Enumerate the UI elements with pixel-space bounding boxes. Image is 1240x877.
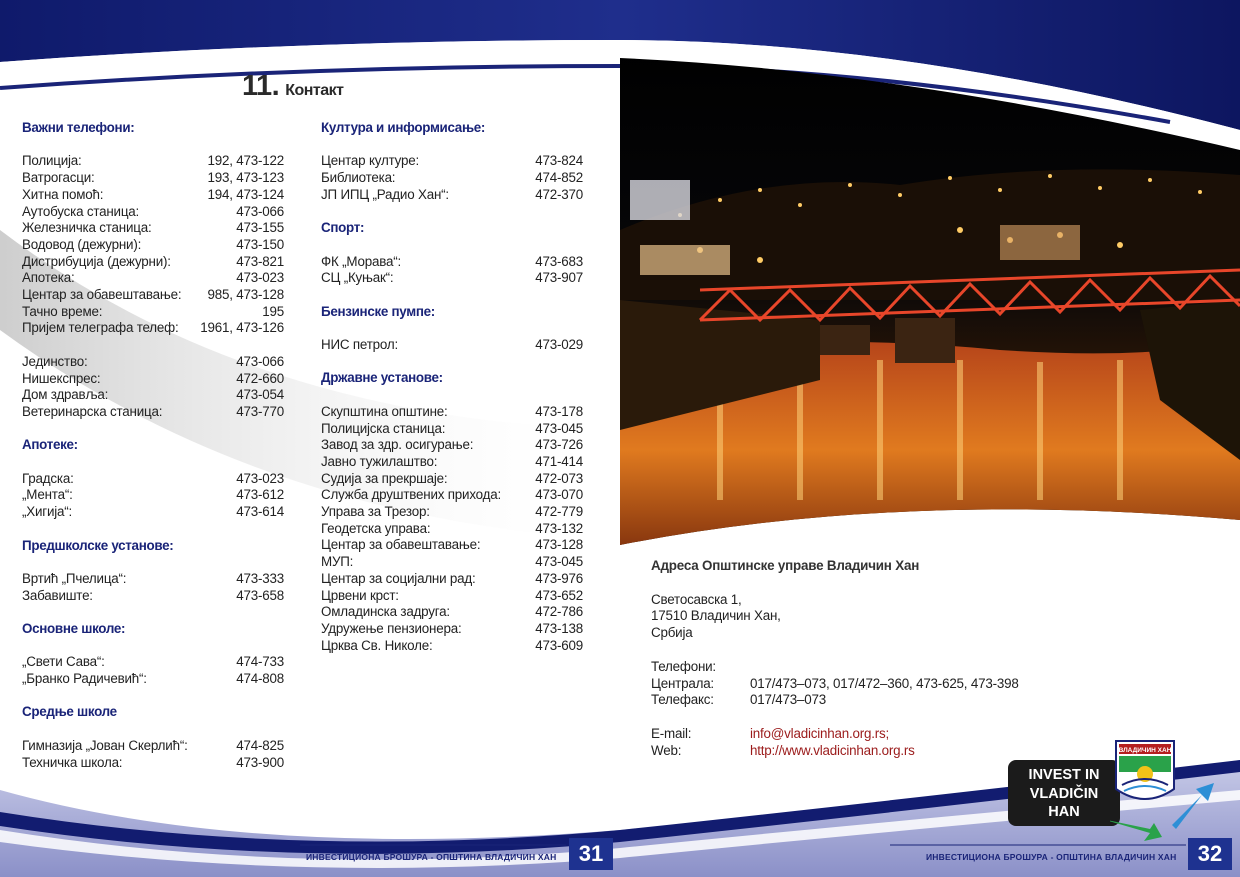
contact-phone: 473-054 [236,387,284,403]
contact-row [22,304,284,321]
contact-name: „Бранко Радичевић“: [22,671,147,687]
heading-spacer [22,554,284,571]
contact-phone: 473-132 [535,520,583,536]
contacts-right-column [321,120,583,654]
address-heading: Адреса Општинске управе Владичин Хан [651,558,920,573]
contact-row [22,738,284,755]
contact-phone: 473-023 [236,470,284,486]
address-block [651,558,1071,759]
contact-name: СЦ „Куњак“: [321,270,394,286]
contact-phone: 473-612 [236,487,284,503]
contact-row [22,571,284,588]
invest-line-1: INVEST IN [1028,767,1100,783]
contact-name: Црвени крст: [321,587,399,603]
heading-spacer [22,638,284,655]
contact-row [22,487,284,504]
contact-row [321,588,583,605]
section-spacer [22,421,284,438]
contact-name: Водовод (дежурни): [22,236,142,252]
section-heading: Предшколске установе: [22,537,174,553]
contact-name: Полицијска станица: [321,420,446,436]
invest-line-3: HAN [1048,804,1080,821]
contact-name: Гимназија „Јован Скерлић“: [22,737,188,753]
municipality-emblem [1110,733,1220,843]
contact-phone: 473-770 [236,403,284,419]
contact-phone: 472-786 [535,604,583,620]
contact-name: Омладинска задруга: [321,604,450,620]
email-link[interactable]: info@vladicinhan.org.rs; [750,725,890,741]
contact-name: Удружење пензионера: [321,620,462,636]
contact-row [22,270,284,287]
contact-name: Јединство: [22,353,88,369]
invest-logo-box [1008,760,1120,826]
contact-phone: 473-066 [236,203,284,219]
contact-row [321,504,583,521]
section-heading: Државне установе: [321,370,443,386]
section-number: 11. [242,70,280,102]
emblem-text: ВЛАДИЧИН ХАН [1118,747,1172,754]
blue-arrow [1172,783,1214,829]
contact-row [321,454,583,471]
heading-spacer [321,387,583,404]
contact-name: Вртић „Пчелица“: [22,570,127,586]
contact-phone: 473-023 [236,270,284,286]
contact-phone: 474-733 [236,654,284,670]
contact-row [22,237,284,254]
contact-name: ФК „Морава“: [321,253,401,269]
fax-label: Телефакс: [651,692,714,708]
fax-value: 017/473–073 [750,692,826,708]
contact-phone: 1961, 473-126 [200,320,284,336]
address-line-3: Србија [651,625,693,641]
contact-phone: 471-414 [535,453,583,469]
contact-phone: 473-333 [236,570,284,586]
heading-spacer [321,320,583,337]
contact-phone: 473-029 [535,337,583,353]
heading-spacer [321,237,583,254]
contact-phone: 473-683 [535,253,583,269]
contact-row [321,153,583,170]
contact-name: Управа за Трезор: [321,504,430,520]
section-heading: Основне школе: [22,620,126,636]
contact-name: Служба друштвених прихода: [321,487,502,503]
contact-row [22,254,284,271]
contact-row [321,270,583,287]
contact-row [22,471,284,488]
contact-name: Ветеринарска станица: [22,403,163,419]
contact-row [22,153,284,170]
contact-phone: 473-824 [535,153,583,169]
contact-name: Јавно тужилаштво: [321,453,438,469]
contact-phone: 473-128 [535,537,583,553]
contact-row [321,571,583,588]
contact-name: Тачно време: [22,303,103,319]
contact-row [321,187,583,204]
contact-phone: 985, 473-128 [207,287,284,303]
contact-row [22,671,284,688]
contact-name: Центар културе: [321,153,420,169]
heading-spacer [321,137,583,154]
contact-phone: 473-045 [535,420,583,436]
fax-row [651,692,1071,709]
contact-row [22,320,284,337]
invest-line-2: VLADIČIN [1029,785,1099,802]
contact-phone: 473-155 [236,220,284,236]
contact-phone: 473-652 [535,587,583,603]
contact-phone: 192, 473-122 [207,153,284,169]
page-number-left: 31 [569,838,613,870]
contact-row [321,254,583,271]
contact-row [22,220,284,237]
web-link[interactable]: http://www.vladicinhan.org.rs [750,742,915,758]
contact-row [321,421,583,438]
contact-row [22,354,284,371]
contact-phone: 473-900 [236,754,284,770]
contact-name: Центар за обавештавање: [22,287,182,303]
contact-row [321,521,583,538]
contact-row [22,755,284,772]
contact-row [321,404,583,421]
contact-phone: 474-852 [535,170,583,186]
contact-phone: 473-070 [535,487,583,503]
contact-phone: 195 [262,303,284,319]
contact-name: Судија за прекршаје: [321,470,448,486]
contact-phone: 473-178 [535,403,583,419]
contact-phone: 473-658 [236,587,284,603]
contact-name: Пријем телеграфа телеф: [22,320,179,336]
section-spacer [321,354,583,371]
central-row [651,676,1071,693]
contact-name: Дом здравља: [22,387,109,403]
contact-row [22,387,284,404]
central-label: Централа: [651,675,714,691]
contact-phone: 472-073 [535,470,583,486]
email-label: E-mail: [651,725,692,741]
contact-name: Полиција: [22,153,82,169]
contact-phone: 472-370 [535,186,583,202]
contact-name: „Свети Сава“: [22,654,105,670]
contact-name: МУП: [321,554,354,570]
web-row [651,743,1071,760]
contact-phone: 474-825 [236,737,284,753]
contact-name: „Хигија“: [22,504,73,520]
contact-phone: 473-726 [535,437,583,453]
contact-row [321,638,583,655]
contact-row [321,621,583,638]
address-line-1: Светосавска 1, [651,591,742,607]
contact-row [321,554,583,571]
section-heading: Бензинске пумпе: [321,303,435,319]
contact-phone: 472-779 [535,504,583,520]
contact-name: Апотека: [22,270,75,286]
contact-row [22,654,284,671]
contact-name: Библиотека: [321,170,396,186]
page-number-right: 32 [1188,838,1232,870]
contact-name: Градска: [22,470,74,486]
contact-row [22,588,284,605]
contact-row [22,504,284,521]
contact-row [22,371,284,388]
contact-name: Завод за здр. осигурање: [321,437,474,453]
section-spacer [22,521,284,538]
section-spacer [22,337,284,354]
contact-name: Железничка станица: [22,220,152,236]
contact-phone: 473-066 [236,353,284,369]
contact-phone: 473-614 [236,504,284,520]
green-arrow [1110,819,1162,841]
contact-name: Техничка школа: [22,754,123,770]
contact-row [321,537,583,554]
contact-phone: 473-138 [535,620,583,636]
section-spacer [22,604,284,621]
email-row [651,726,1071,743]
contact-name: Ватрогасци: [22,170,95,186]
contact-phone: 194, 473-124 [207,186,284,202]
contact-row [22,170,284,187]
address-line-2: 17510 Владичин Хан, [651,608,781,624]
heading-spacer [22,137,284,154]
central-value: 017/473–073, 017/472–360, 473-625, 473-398 [750,675,1019,691]
phones-label: Телефони: [651,658,716,674]
contact-name: Аутобуска станица: [22,203,140,219]
contact-name: Скупштина општине: [321,403,448,419]
section-spacer [321,287,583,304]
contact-phone: 473-045 [535,554,583,570]
contact-row [22,204,284,221]
contact-name: Геодетска управа: [321,520,431,536]
contact-row [22,404,284,421]
heading-spacer [22,721,284,738]
contact-name: Центар за обавештавање: [321,537,481,553]
contacts-left-column [22,120,284,771]
contact-phone: 193, 473-123 [207,170,284,186]
contact-phone: 474-808 [236,671,284,687]
contact-name: Центар за социјални рад: [321,570,476,586]
contact-name: Дистрибуција (дежурни): [22,253,171,269]
section-spacer [321,204,583,221]
contact-row [321,487,583,504]
section-heading: Важни телефони: [22,120,135,135]
contact-row [22,287,284,304]
contact-name: „Мента“: [22,487,73,503]
contact-phone: 473-609 [535,637,583,653]
contact-row [22,187,284,204]
contact-phone: 472-660 [236,370,284,386]
section-heading: Култура и информисање: [321,120,486,135]
contact-name: НИС петрол: [321,337,399,353]
contact-row [321,604,583,621]
contact-row [321,337,583,354]
section-heading: Спорт: [321,220,365,236]
contact-row [321,437,583,454]
section-title: Контакт [285,82,344,99]
heading-spacer [22,454,284,471]
section-heading: Апотеке: [22,437,78,453]
contact-row [321,471,583,488]
web-label: Web: [651,742,682,758]
contact-phone: 473-821 [236,253,284,269]
contact-phone: 473-907 [535,270,583,286]
contact-name: Хитна помоћ: [22,186,104,202]
contact-phone: 473-150 [236,236,284,252]
contact-name: Нишекспрес: [22,370,101,386]
contact-phone: 473-976 [535,570,583,586]
contact-name: Црква Св. Николе: [321,637,433,653]
footer-right-text: ИНВЕСТИЦИОНА БРОШУРА - ОПШТИНА ВЛАДИЧИН ХАН [926,852,1177,862]
contact-row [321,170,583,187]
page-title [242,66,344,103]
contact-name: Забавиште: [22,587,93,603]
section-heading: Средње школе [22,704,117,720]
section-spacer [22,688,284,705]
contact-name: ЈП ИПЦ „Радио Хан“: [321,186,449,202]
footer-left-text: ИНВЕСТИЦИОНА БРОШУРА - ОПШТИНА ВЛАДИЧИН ХАН [306,852,557,862]
